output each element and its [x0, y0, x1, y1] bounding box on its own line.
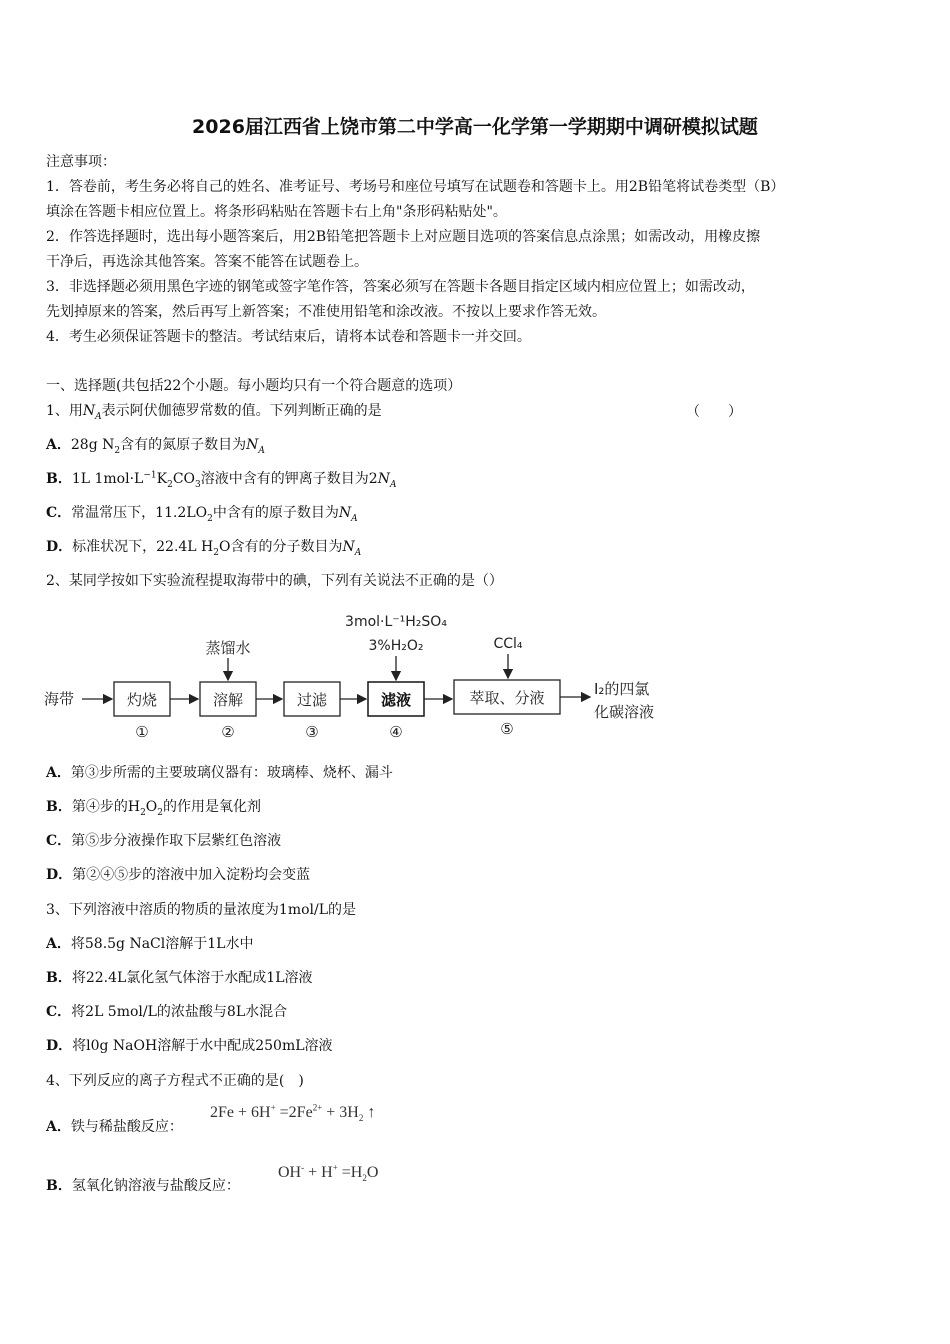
q3-stem: 3、下列溶液中溶质的物质的量浓度为1mol/L的是	[46, 902, 357, 918]
q3-option-a: A．将58.5g NaCl溶解于1L水中	[46, 936, 254, 952]
q4-option-a: A．铁与稀盐酸反应：	[46, 1119, 183, 1135]
q2-option-b: B．第④步的$H_2O_2$的作用是氧化剂	[46, 799, 262, 818]
q3-option-c: C．将2L 5mol/L的浓盐酸与8L水混合	[46, 1004, 288, 1020]
q1-option-a: A．28g $N_2$含有的氮原子数目为$N_A$	[46, 437, 265, 456]
notice-line-2: 填涂在答题卡相应位置上。将条形码粘贴在答题卡右上角"条形码粘贴处"。	[46, 204, 507, 220]
q4-option-b: B．氢氧化钠溶液与盐酸反应：	[46, 1178, 240, 1194]
q2-option-a: A．第③步所需的主要玻璃仪器有：玻璃棒、烧杯、漏斗	[46, 765, 393, 781]
flow-end-label-1: I₂的四氯	[594, 680, 650, 698]
notice-line-3: 2．作答选择题时，选出每小题答案后，用2B铅笔把答题卡上对应题目选项的答案信息点涂黑；如需改动，用橡皮擦	[46, 229, 761, 245]
q4-stem: 4、下列反应的离子方程式不正确的是( )	[46, 1073, 304, 1089]
flow-step-2: 溶解	[212, 691, 244, 709]
flow-reagent-4b: 3%H₂O₂	[368, 638, 424, 654]
flow-step-1: 灼烧	[126, 691, 158, 709]
iodine-extraction-flowchart	[40, 606, 680, 746]
q1-option-d: D．标准状况下，22.4L $H_2O$含有的分子数目为$N_A$	[46, 539, 362, 558]
notice-line-4: 干净后，再选涂其他答案。答案不能答在试题卷上。	[46, 254, 368, 270]
flow-reagent-2: 蒸馏水	[205, 639, 251, 657]
q3-option-b: B．将22.4L氯化氢气体溶于水配成1L溶液	[46, 970, 313, 986]
q3-option-d: D．将l0g NaOH溶解于水中配成250mL溶液	[46, 1038, 333, 1054]
flow-step-4: 滤液	[380, 691, 412, 709]
q2-stem: 2、某同学按如下实验流程提取海带中的碘，下列有关说法不正确的是（）	[46, 573, 503, 589]
flow-reagent-4a: 3mol·L⁻¹H₂SO₄	[345, 614, 447, 630]
q2-option-c: C．第⑤步分液操作取下层紫红色溶液	[46, 833, 282, 849]
flow-reagent-5: CCl₄	[493, 636, 523, 652]
flow-num-4: ④	[389, 723, 403, 741]
notice-heading: 注意事项：	[46, 154, 116, 170]
q4-equation-b: $OH^- + H^+ =H_2O$	[278, 1162, 379, 1184]
flow-num-1: ①	[135, 723, 149, 741]
flow-num-2: ②	[221, 723, 235, 741]
flow-num-3: ③	[305, 723, 319, 741]
flow-end-label-2: 化碳溶液	[594, 703, 655, 721]
flow-start-label: 海带	[44, 690, 75, 708]
flow-step-5: 萃取、分液	[469, 689, 545, 707]
q1-option-c: C．常温常压下，$11.2LO_2$中含有的原子数目为$N_A$	[46, 505, 358, 524]
q2-option-d: D．第②④⑤步的溶液中加入淀粉均会变蓝	[46, 867, 311, 883]
q4-equation-a: $2Fe + 6H^+ =2Fe^{2+} + 3H_2$ ↑	[210, 1102, 376, 1124]
notice-line-1: 1．答卷前，考生务必将自己的姓名、准考证号、考场号和座位号填写在试题卷和答题卡上。用2B铅笔将试卷类型（B）	[46, 179, 785, 195]
q1-stem: 1、用$N_A$表示阿伏伽德罗常数的值。下列判断正确的是	[46, 403, 382, 422]
notice-line-5: 3．非选择题必须用黑色字迹的钢笔或签字笔作答，答案必须写在答题卡各题目指定区域内相应位置上；如需改动，	[46, 279, 755, 295]
notice-line-7: 4．考生必须保证答题卡的整洁。考试结束后，请将本试卷和答题卡一并交回。	[46, 329, 531, 345]
flow-num-5: ⑤	[500, 720, 514, 738]
section-heading: 一、选择题(共包括22个小题。每小题均只有一个符合题意的选项）	[46, 378, 462, 394]
notice-line-6: 先划掉原来的答案，然后再写上新答案；不准使用铅笔和涂改液。不按以上要求作答无效。	[46, 304, 606, 320]
q1-option-b: B．1L $1mol\cdot L^{-1}K_2CO_3$溶液中含有的钾离子数目为$2N_A$	[46, 470, 397, 490]
flow-step-3: 过滤	[296, 691, 328, 709]
q1-answer-paren: （ ）	[686, 404, 742, 420]
page-title: 2026届江西省上饶市第二中学高一化学第一学期期中调研模拟试题	[192, 116, 758, 138]
